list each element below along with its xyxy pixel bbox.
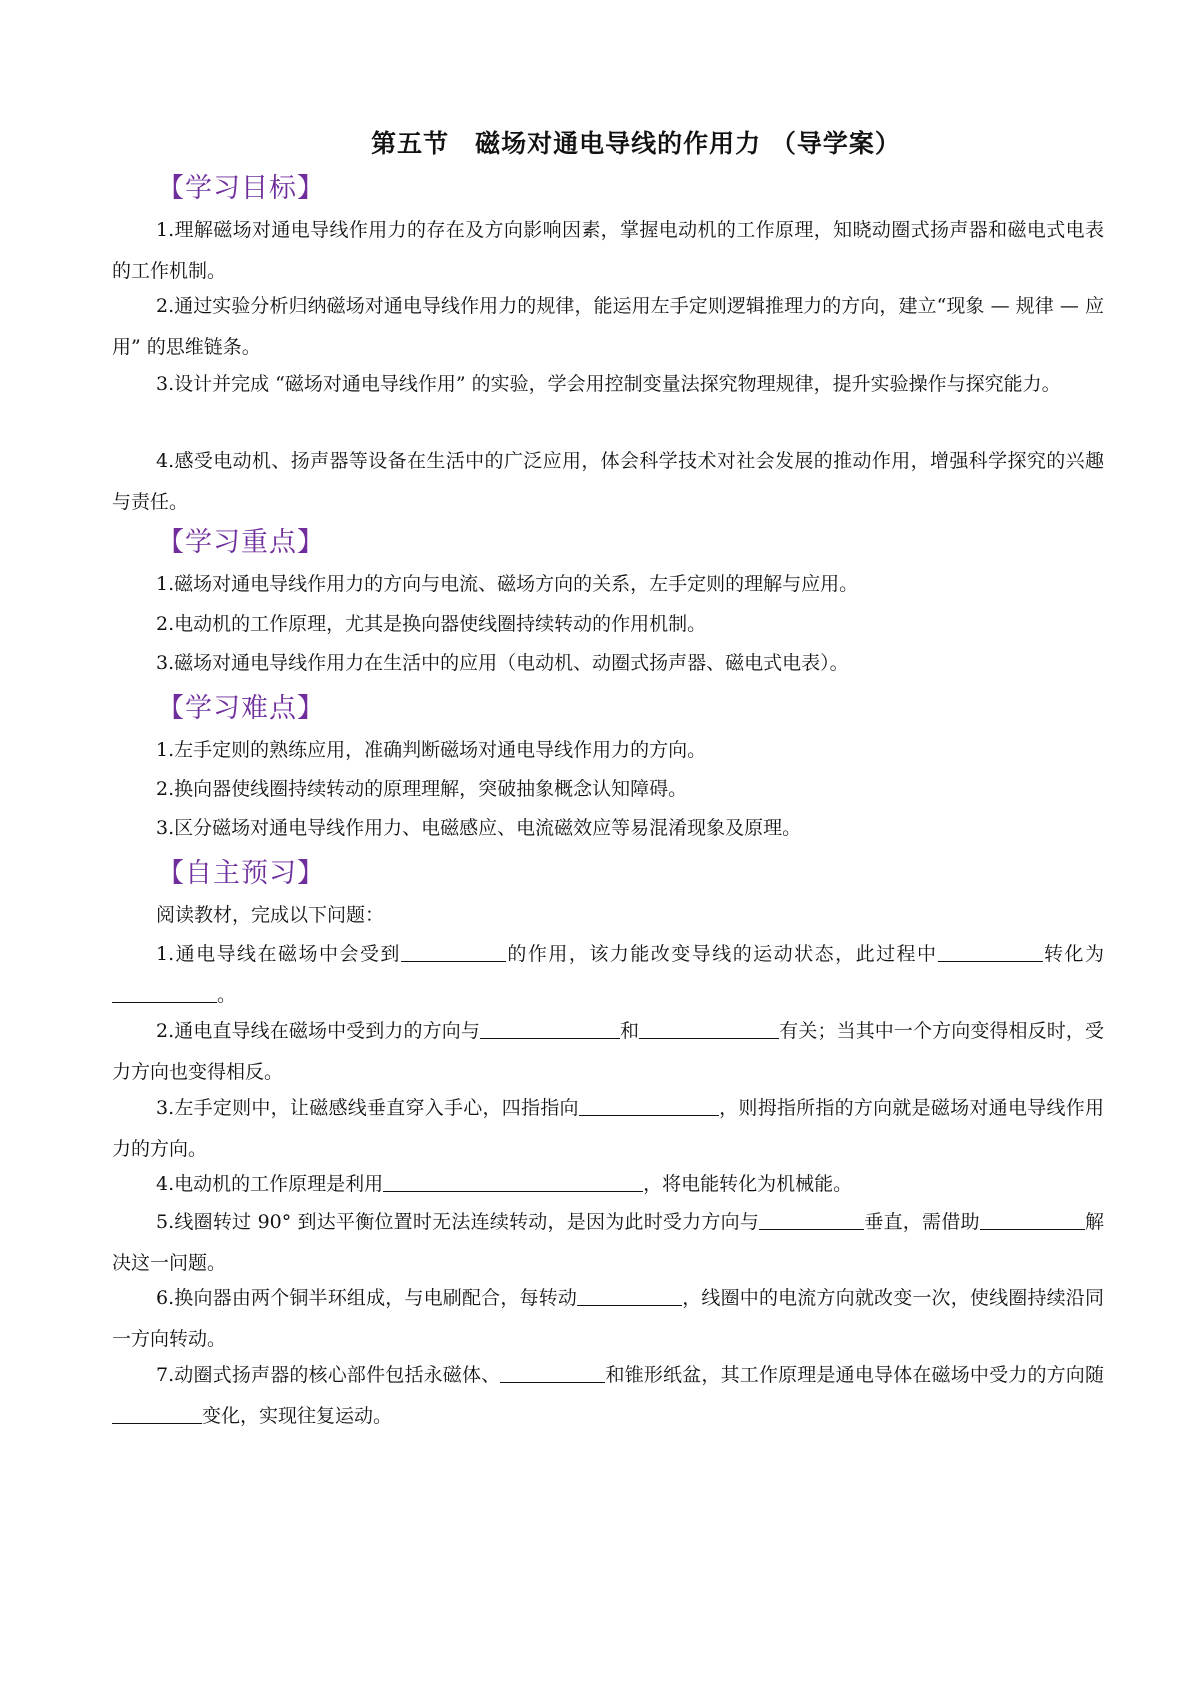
preview-question-6: 6.换向器由两个铜半环组成，与电刷配合，每转动 ，线圈中的电流方向就改变一次，使线圈持续沿同一方向转动。 — [112, 1287, 1104, 1350]
goal-item: 2.通过实验分析归纳磁场对通电导线作用力的规律，能运用左手定则逻辑推理力的方向，建立“现象 — 规律 — 应用” 的思维链条。 — [112, 295, 1104, 358]
preview-question-4: 4.电动机的工作原理是利用 ，将电能转化为机械能。 — [156, 1173, 853, 1195]
difficulty-item: 2.换向器使线圈持续转动的原理理解，突破抽象概念认知障碍。 — [156, 778, 688, 800]
difficulty-item: 1.左手定则的熟练应用，准确判断磁场对通电导线作用力的方向。 — [156, 739, 707, 761]
goal-item: 4.感受电动机、扬声器等设备在生活中的广泛应用，体会科学技术对社会发展的推动作用，增强科学探究的兴趣与责任。 — [112, 450, 1104, 513]
preview-question-2: 2.通电直导线在磁场中受到力的方向与 和 有关；当其中一个方向变得相反时，受力方向也变得相反。 — [112, 1020, 1104, 1083]
preview-question-5: 5.线圈转过 90° 到达平衡位置时无法连续转动，是因为此时受力方向与 垂直，需借助 解决这一问题。 — [112, 1211, 1104, 1274]
preview-intro: 阅读教材，完成以下问题： — [156, 904, 385, 926]
key-point-item: 2.电动机的工作原理，尤其是换向器使线圈持续转动的作用机制。 — [156, 613, 707, 635]
answer-blank[interactable] — [759, 1209, 864, 1230]
answer-blank[interactable] — [480, 1018, 620, 1039]
answer-blank[interactable] — [938, 941, 1043, 962]
answer-blank[interactable] — [401, 941, 506, 962]
goal-item: 1.理解磁场对通电导线作用力的存在及方向影响因素，掌握电动机的工作原理，知晓动圈式扬声器和磁电式电表的工作机制。 — [112, 219, 1104, 282]
answer-blank[interactable] — [639, 1018, 779, 1039]
answer-blank[interactable] — [579, 1095, 719, 1116]
section-heading-difficulties: 【学习难点】 — [157, 693, 325, 724]
goal-item: 3.设计并完成 “磁场对通电导线作用” 的实验，学会用控制变量法探究物理规律，提升实验操作与探究能力。 — [156, 373, 1061, 395]
key-point-item: 3.磁场对通电导线作用力在生活中的应用（电动机、动圈式扬声器、磁电式电表）。 — [156, 652, 849, 674]
preview-question-3: 3.左手定则中，让磁感线垂直穿入手心，四指指向 ，则拇指所指的方向就是磁场对通电导线作用力的方向。 — [112, 1097, 1104, 1160]
section-heading-key-points: 【学习重点】 — [157, 527, 325, 558]
answer-blank[interactable] — [112, 1403, 202, 1424]
answer-blank[interactable] — [112, 982, 217, 1003]
section-heading-goals: 【学习目标】 — [157, 173, 325, 204]
key-point-item: 1.磁场对通电导线作用力的方向与电流、磁场方向的关系，左手定则的理解与应用。 — [156, 573, 859, 595]
preview-question-1: 1.通电导线在磁场中会受到 的作用，该力能改变导线的运动状态，此过程中 转化为。 — [112, 934, 1104, 1016]
preview-question-7: 7.动圈式扬声器的核心部件包括永磁体、 和锥形纸盆，其工作原理是通电导体在磁场中受力的方向随变化，实现往复运动。 — [112, 1355, 1104, 1437]
answer-blank[interactable] — [383, 1171, 643, 1192]
answer-blank[interactable] — [577, 1285, 682, 1306]
page-title: 第五节 磁场对通电导线的作用力 （导学案） — [371, 129, 901, 158]
answer-blank[interactable] — [500, 1362, 605, 1383]
section-heading-preview: 【自主预习】 — [157, 858, 325, 889]
answer-blank[interactable] — [980, 1209, 1085, 1230]
difficulty-item: 3.区分磁场对通电导线作用力、电磁感应、电流磁效应等易混淆现象及原理。 — [156, 817, 802, 839]
